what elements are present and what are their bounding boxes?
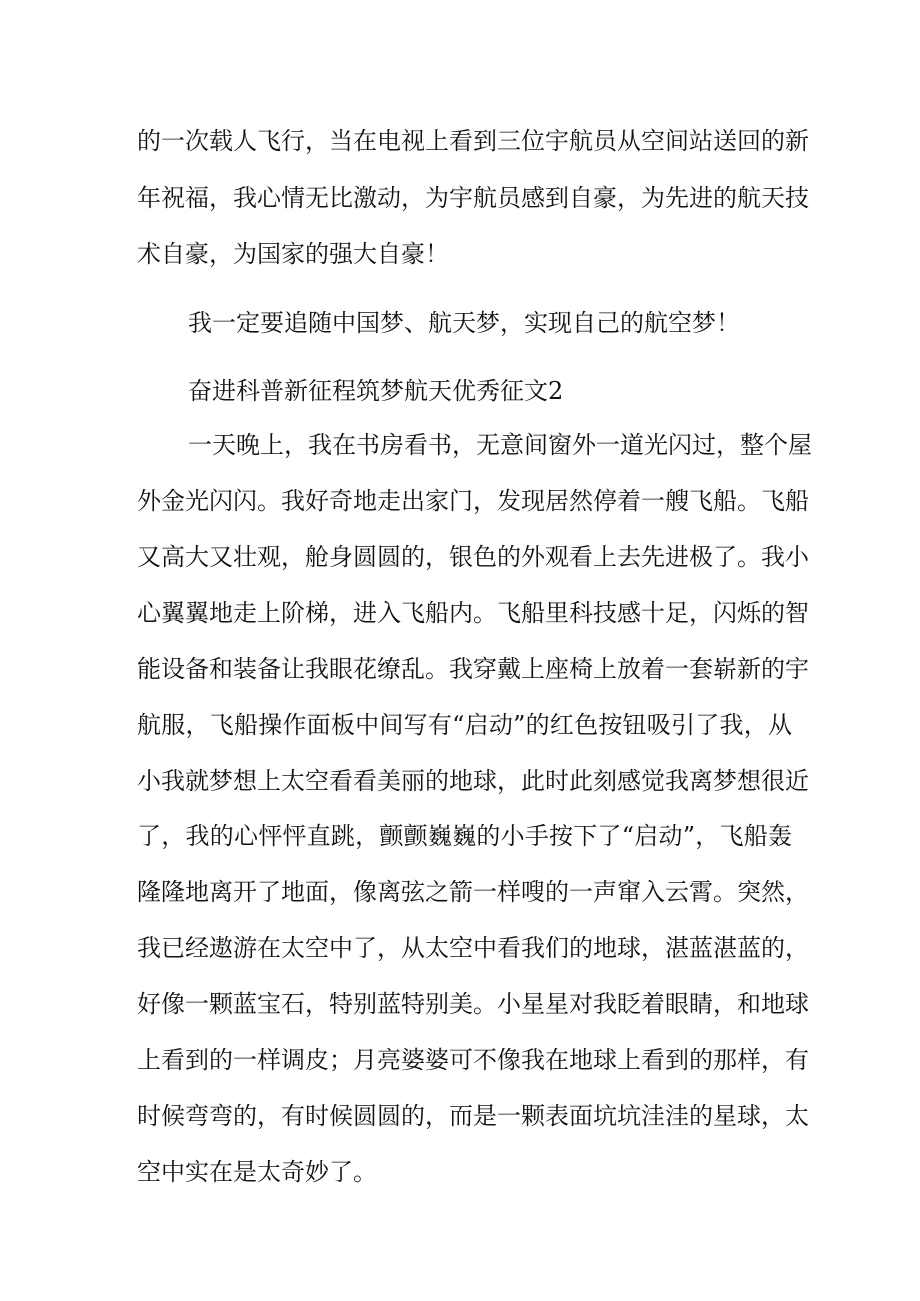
paragraph-3-line-9: 隆隆地离开了地面，像离弦之箭一样嗖的一声窜入云霄。突然， xyxy=(137,878,809,906)
paragraph-1-line-2: 年祝福，我心情无比激动，为宇航员感到自豪，为先进的航天技 xyxy=(137,184,809,212)
paragraph-3-line-5: 能设备和装备让我眼花缭乱。我穿戴上座椅上放着一套崭新的宇 xyxy=(137,655,809,683)
paragraph-3-line-14: 空中实在是太奇妙了。 xyxy=(137,1158,377,1186)
section-heading: 奋进科普新征程筑梦航天优秀征文2 xyxy=(188,377,564,405)
paragraph-3-line-10: 我已经遨游在太空中了，从太空中看我们的地球，湛蓝湛蓝的， xyxy=(137,934,809,962)
paragraph-1-line-1: 的一次载人飞行，当在电视上看到三位宇航员从空间站送回的新 xyxy=(137,127,809,155)
paragraph-3-line-4: 心翼翼地走上阶梯，进入飞船内。飞船里科技感十足，闪烁的智 xyxy=(137,599,809,627)
paragraph-3-line-6: 航服，飞船操作面板中间写有“启动”的红色按钮吸引了我，从 xyxy=(137,711,792,739)
paragraph-1-line-3: 术自豪，为国家的强大自豪！ xyxy=(137,240,449,268)
paragraph-3-line-2: 外金光闪闪。我好奇地走出家门，发现居然停着一艘飞船。飞船 xyxy=(137,487,809,515)
paragraph-2: 我一定要追随中国梦、航天梦，实现自己的航空梦！ xyxy=(188,309,740,337)
paragraph-3-line-11: 好像一颗蓝宝石，特别蓝特别美。小星星对我眨着眼睛，和地球 xyxy=(137,990,809,1018)
paragraph-3-line-3: 又高大又壮观，舱身圆圆的，银色的外观看上去先进极了。我小 xyxy=(137,543,809,571)
paragraph-3-line-13: 时候弯弯的，有时候圆圆的，而是一颗表面坑坑洼洼的星球，太 xyxy=(137,1102,809,1130)
paragraph-3-line-7: 小我就梦想上太空看看美丽的地球，此时此刻感觉我离梦想很近 xyxy=(137,767,809,795)
paragraph-3-line-8: 了，我的心怦怦直跳，颤颤巍巍的小手按下了“启动”，飞船轰 xyxy=(137,822,792,850)
paragraph-3-line-1: 一天晚上，我在书房看书，无意间窗外一道光闪过，整个屋 xyxy=(188,431,812,459)
paragraph-3-line-12: 上看到的一样调皮；月亮婆婆可不像我在地球上看到的那样，有 xyxy=(137,1046,809,1074)
